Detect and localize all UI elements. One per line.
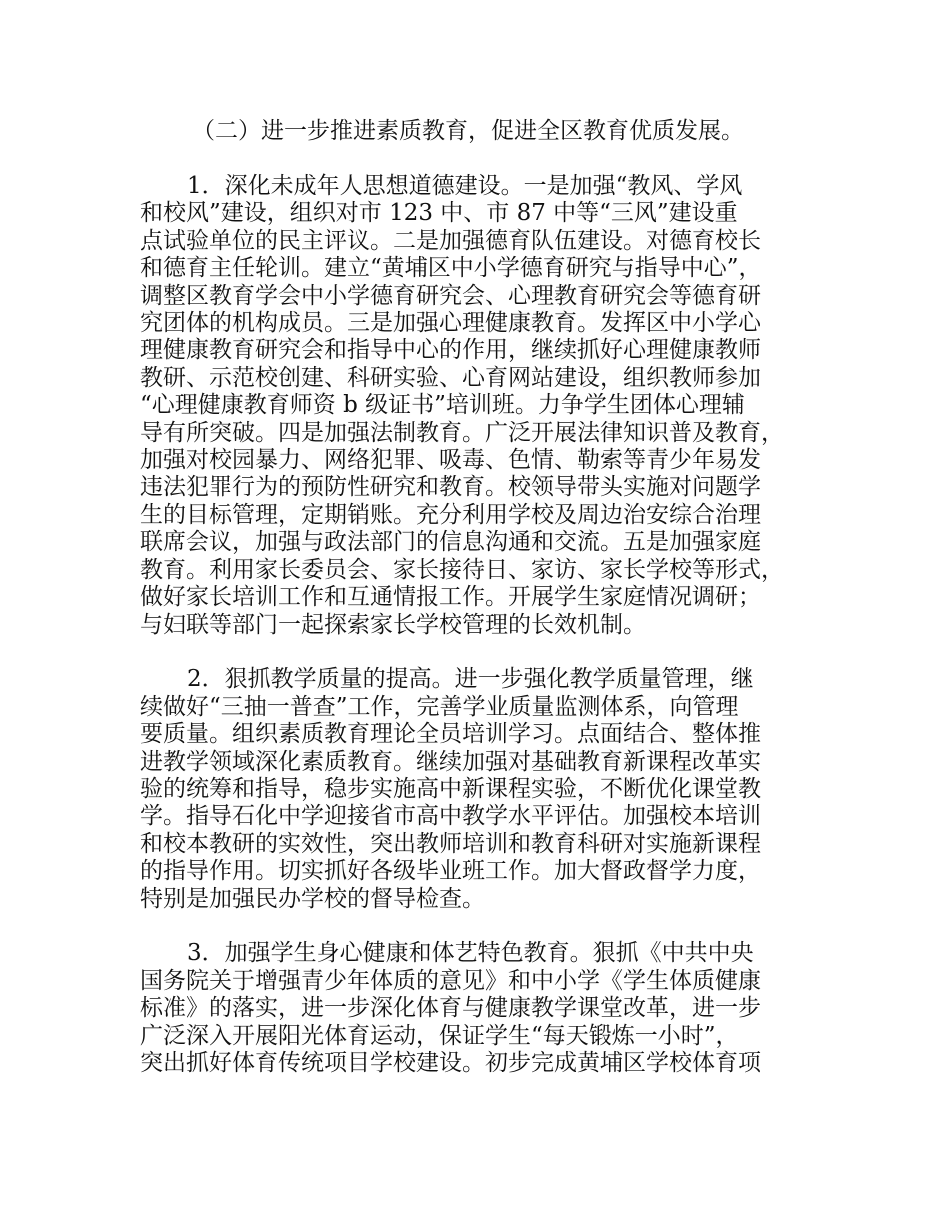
paragraph-line: 理健康教育研究会和指导中心的作用，继续抓好心理健康教师 xyxy=(140,337,761,364)
paragraph-3 xyxy=(140,940,830,1077)
paragraph-line: 违法犯罪行为的预防性研究和教育。校领导带头实施对问题学 xyxy=(140,474,761,501)
paragraph-line: 特别是加强民办学校的督导检查。 xyxy=(140,885,485,912)
paragraph-line: 续做好“三抽一普查”工作，完善学业质量监测体系，向管理 xyxy=(140,693,739,720)
paragraph-line: 3．加强学生身心健康和体艺特色教育。狠抓《中共中央 xyxy=(187,940,754,967)
paragraph-line: 和校本教研的实效性，突出教师培训和教育科研对实施新课程 xyxy=(140,830,761,857)
paragraph-line: 和德育主任轮训。建立“黄埔区中小学德育研究与指导中心”， xyxy=(140,255,762,282)
paragraph-line: 2．狠抓教学质量的提高。进一步强化教学质量管理，继 xyxy=(187,666,754,693)
paragraph-line: 标准》的落实，进一步深化体育与健康教学课堂改革，进一步 xyxy=(140,995,761,1022)
paragraph-line: 教育。利用家长委员会、家长接待日、家访、家长学校等形式， xyxy=(140,556,784,583)
paragraph-line: 1．深化未成年人思想道德建设。一是加强“教风、学风 xyxy=(187,173,743,199)
paragraph-line: 的指导作用。切实抓好各级毕业班工作。加大督政督学力度， xyxy=(140,858,761,885)
paragraph-line: 国务院关于增强青少年体质的意见》和中小学《学生体质健康 xyxy=(140,967,761,994)
document-body xyxy=(140,118,830,1105)
paragraph-line: 进教学领域深化素质教育。继续加强对基础教育新课程改革实 xyxy=(140,748,761,775)
paragraph-line: 突出抓好体育传统项目学校建设。初步完成黄埔区学校体育项 xyxy=(140,1049,761,1076)
paragraph-line: 验的统筹和指导，稳步实施高中新课程实验，不断优化课堂教 xyxy=(140,775,761,802)
paragraph-line: 做好家长培训工作和互通情报工作。开展学生家庭情况调研； xyxy=(140,584,761,611)
paragraph-2 xyxy=(140,666,830,913)
section-heading: （二）进一步推进素质教育，促进全区教育优质发展。 xyxy=(192,118,744,144)
paragraph-line: 广泛深入开展阳光体育运动，保证学生“每天锻炼一小时”， xyxy=(140,1022,739,1049)
paragraph-line: 究团体的机构成员。三是加强心理健康教育。发挥区中小学心 xyxy=(140,310,761,337)
paragraph-line: 点试验单位的民主评议。二是加强德育队伍建设。对德育校长 xyxy=(140,227,761,254)
paragraph-line: 生的目标管理，定期销账。充分利用学校及周边治安综合治理 xyxy=(140,501,761,528)
paragraph-line: 加强对校园暴力、网络犯罪、吸毒、色情、勒索等青少年易发 xyxy=(140,447,761,474)
paragraph-line: 联席会议，加强与政法部门的信息沟通和交流。五是加强家庭 xyxy=(140,529,761,556)
paragraph-line: 学。指导石化中学迎接省市高中教学水平评估。加强校本培训 xyxy=(140,803,761,830)
paragraph-line: 与妇联等部门一起探索家长学校管理的长效机制。 xyxy=(140,611,646,638)
paragraph-line: 要质量。组织素质教育理论全员培训学习。点面结合、整体推 xyxy=(140,721,761,748)
paragraph-line: 教研、示范校创建、科研实验、心育网站建设，组织教师参加 xyxy=(140,364,761,391)
paragraph-line: 调整区教育学会中小学德育研究会、心理教育研究会等德育研 xyxy=(140,282,761,309)
paragraph-1 xyxy=(140,173,830,639)
paragraph-line: “心理健康教育师资 b 级证书”培训班。力争学生团体心理辅 xyxy=(140,392,745,419)
paragraph-line: 导有所突破。四是加强法制教育。广泛开展法律知识普及教育， xyxy=(140,419,784,446)
paragraph-line: 和校风”建设，组织对市 123 中、市 87 中等“三风”建设重 xyxy=(140,200,738,227)
